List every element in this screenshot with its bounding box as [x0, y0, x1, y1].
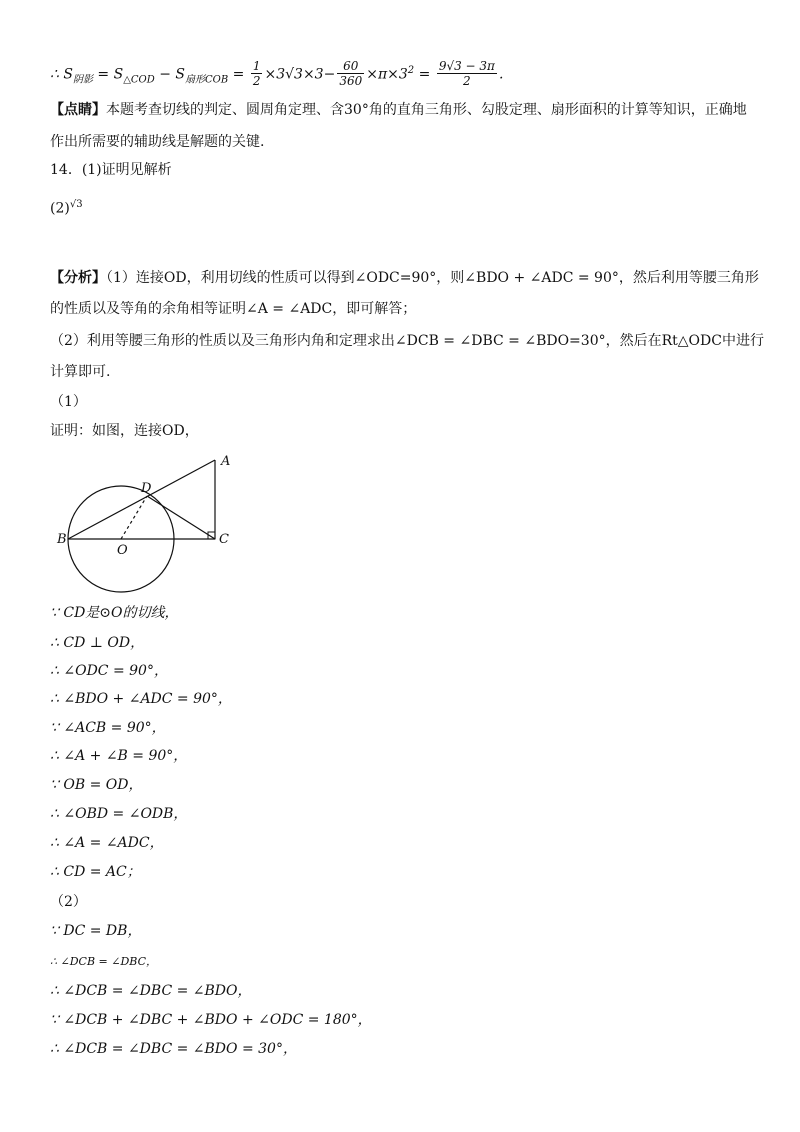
- equals-sign: =: [228, 66, 249, 83]
- fraction-denominator: 360: [339, 74, 363, 88]
- proof-step: ∴ ∠DCB = ∠DBC = ∠BDO，: [50, 983, 252, 999]
- fraction-result: [437, 59, 497, 88]
- segment-dc: [147, 496, 215, 539]
- segment-ab: [68, 460, 215, 539]
- formula-term: ×π×3: [366, 66, 408, 83]
- equals-sign: =: [92, 66, 114, 83]
- comment-line-2: 作出所需要的辅助线是解题的关键.: [50, 134, 265, 150]
- shaded-area-subscript: 阴影: [72, 74, 93, 86]
- answer-2-value: √3: [69, 199, 83, 210]
- therefore-symbol: ∴: [50, 66, 64, 83]
- triangle-area-symbol: S: [113, 66, 124, 83]
- formula-term: ×3: [264, 66, 286, 83]
- sqrt-term: √3: [285, 66, 303, 83]
- comment-text: 本题考查切线的判定、圆周角定理、含30°角的直角三角形、勾股定理、扇形面积的计算等知识，正确地: [106, 102, 747, 118]
- analysis-text: （1）连接OD，利用切线的性质可以得到∠ODC=90°，则∠BDO + ∠ADC = 90°，然后利用等腰三角形: [106, 270, 759, 286]
- part-2-label: （2）: [50, 894, 87, 910]
- fraction-sector-ratio: [337, 59, 364, 88]
- q14-answer-1: 14．(1)证明见解析: [50, 162, 172, 178]
- proof-intro: 证明：如图，连接OD，: [50, 423, 199, 439]
- segment-od: [121, 496, 147, 539]
- geometry-diagram: [55, 447, 255, 595]
- q14-answer-2: [50, 196, 83, 218]
- triangle-area-subscript: △COD: [123, 74, 155, 86]
- fraction-denominator: 2: [252, 74, 261, 88]
- fraction-numerator: 9√3 − 3π: [438, 59, 495, 73]
- proof-step: ∵ OB = OD，: [50, 777, 143, 793]
- label-c: C: [219, 532, 229, 547]
- formula-term: ×3−: [302, 66, 336, 83]
- label-o: O: [117, 543, 128, 558]
- exponent: 2: [407, 64, 415, 76]
- analysis-label: 【分析】: [50, 270, 106, 286]
- analysis-line-3: （2）利用等腰三角形的性质以及三角形内角和定理求出∠DCB = ∠DBC = ∠BDO=30°，然后在Rt△ODC中进行: [50, 333, 764, 349]
- answer-2-prefix: (2): [50, 200, 70, 217]
- label-d: D: [141, 481, 152, 496]
- equals-sign: =: [414, 66, 435, 83]
- fraction-numerator: 60: [337, 59, 364, 74]
- minus-sign: −: [154, 66, 176, 83]
- proof-step: ∴ ∠ODC = 90°，: [50, 663, 168, 679]
- fraction-one-half: [251, 59, 263, 88]
- analysis-line-4: 计算即可.: [50, 364, 111, 380]
- part-1-label: （1）: [50, 394, 87, 410]
- analysis-line-2: 的性质以及等角的余角相等证明∠A = ∠ADC，即可解答；: [50, 301, 417, 317]
- comment-label: 【点睛】: [50, 102, 106, 118]
- proof-step: ∴ ∠A + ∠B = 90°，: [50, 748, 188, 764]
- proof-step: ∴ ∠BDO + ∠ADC = 90°，: [50, 691, 232, 707]
- period: .: [498, 66, 504, 83]
- fraction-numerator: 1: [252, 59, 261, 73]
- proof-step: ∴ CD ⊥ OD，: [50, 635, 145, 651]
- label-b: B: [57, 532, 67, 547]
- proof-step: ∴ ∠DCB = ∠DBC = ∠BDO = 30°，: [50, 1041, 297, 1057]
- proof-step: ∵ ∠ACB = 90°，: [50, 720, 166, 736]
- comment-line-1: [50, 101, 747, 119]
- sector-area-symbol: S: [175, 66, 185, 83]
- proof-step: ∴ ∠DCB = ∠DBC，: [50, 955, 157, 968]
- proof-step: ∵ ∠DCB + ∠DBC + ∠BDO + ∠ODC = 180°，: [50, 1012, 372, 1028]
- proof-step: ∴ CD = AC；: [50, 864, 141, 880]
- sector-area-subscript: 扇形COB: [184, 74, 229, 86]
- analysis-line-1: [50, 269, 759, 287]
- fraction-denominator: 2: [463, 74, 471, 88]
- label-a: A: [221, 454, 231, 469]
- proof-step: ∴ ∠OBD = ∠ODB，: [50, 806, 188, 822]
- proof-step: ∵ CD是⊙O的切线，: [50, 605, 179, 621]
- area-formula-line: [50, 60, 503, 89]
- shaded-area-symbol: S: [63, 66, 73, 83]
- proof-step: ∵ DC = DB，: [50, 923, 142, 939]
- proof-step: ∴ ∠A = ∠ADC，: [50, 835, 164, 851]
